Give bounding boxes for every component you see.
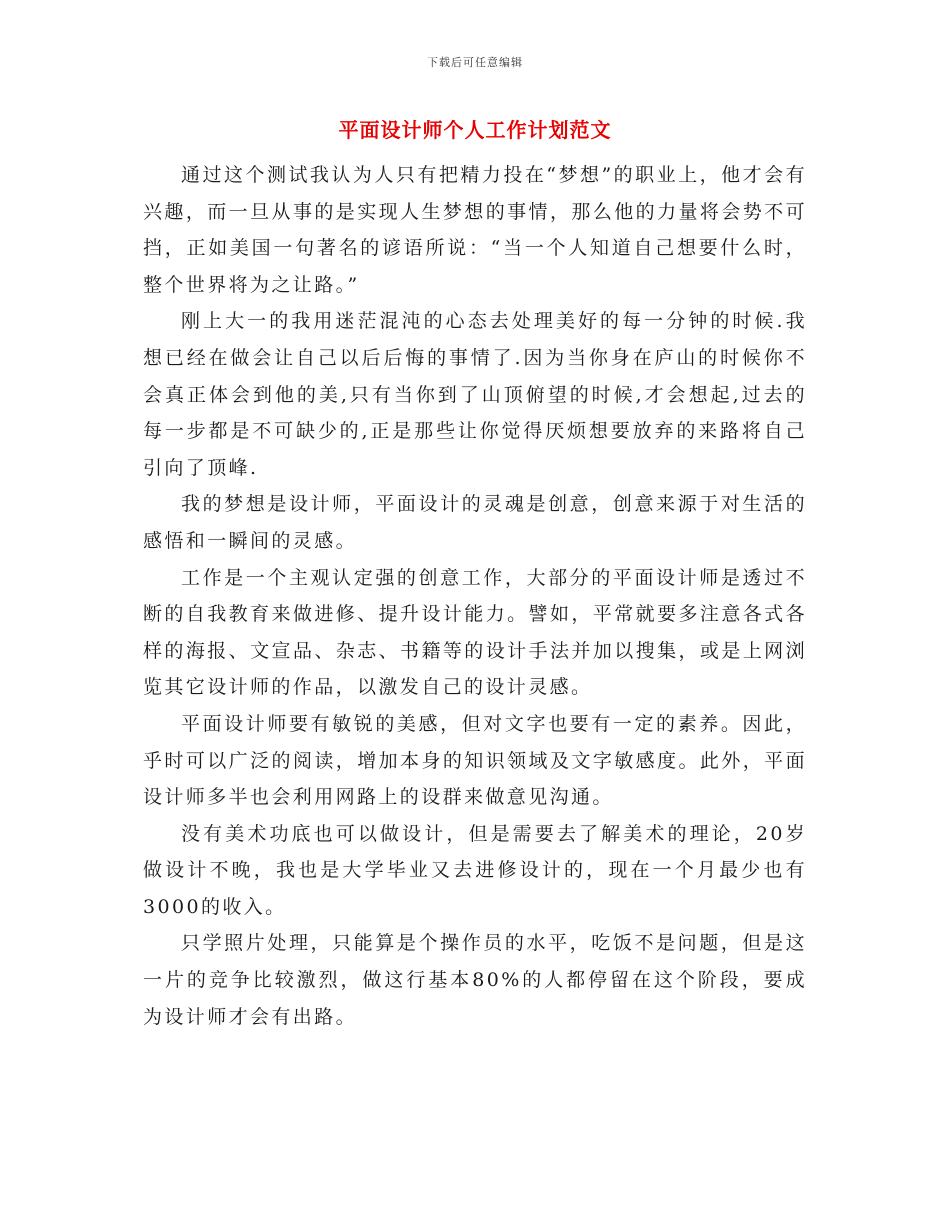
document-title: 平面设计师个人工作计划范文 — [338, 118, 612, 142]
header-note: 下载后可任意编辑 — [427, 56, 523, 69]
paragraph-4: 工作是一个主观认定强的创意工作，大部分的平面设计师是透过不断的自我教育来做进修、提升设计能力。譬如，平常就要多注意各式各样的海报、文宣品、杂志、书籍等的设计手法并加以搜集，或是上网浏览其它设计师的作品，以激发自己的设计灵感。 — [143, 566, 807, 699]
paragraph-6: 没有美术功底也可以做设计，但是需要去了解美术的理论，20岁做设计不晚，我也是大学毕业又去进修设计的，现在一个月最少也有3000的收入。 — [143, 822, 807, 918]
paragraph-3: 我的梦想是设计师，平面设计的灵魂是创意，创意来源于对生活的感悟和一瞬间的灵感。 — [143, 493, 807, 552]
document-body — [143, 157, 807, 1035]
paragraph-1: 通过这个测试我认为人只有把精力投在“梦想”的职业上，他才会有兴趣，而一旦从事的是实现人生梦想的事情，那么他的力量将会势不可挡，正如美国一句著名的谚语所说：“当一个人知道自己想要什么时，整个世界将为之让路。” — [143, 164, 807, 296]
paragraph-5: 平面设计师要有敏锐的美感，但对文字也要有一定的素养。因此，乎时可以广泛的阅读，增加本身的知识领域及文字敏感度。此外，平面设计师多半也会利用网路上的设群来做意见沟通。 — [143, 712, 807, 809]
paragraph-2: 刚上大一的我用迷茫混沌的心态去处理美好的每一分钟的时候.我想已经在做会让自己以后后悔的事情了.因为当你身在庐山的时候你不会真正体会到他的美,只有当你到了山顶俯望的时候,才会想起,过去的每一步都是不可缺少的,正是那些让你觉得厌烦想要放弃的来路将自己引向了顶峰. — [143, 310, 807, 479]
paragraph-7: 只学照片处理，只能算是个操作员的水平，吃饭不是问题，但是这一片的竞争比较激烈，做这行基本80%的人都停留在这个阶段，要成为设计师才会有出路。 — [143, 932, 807, 1028]
